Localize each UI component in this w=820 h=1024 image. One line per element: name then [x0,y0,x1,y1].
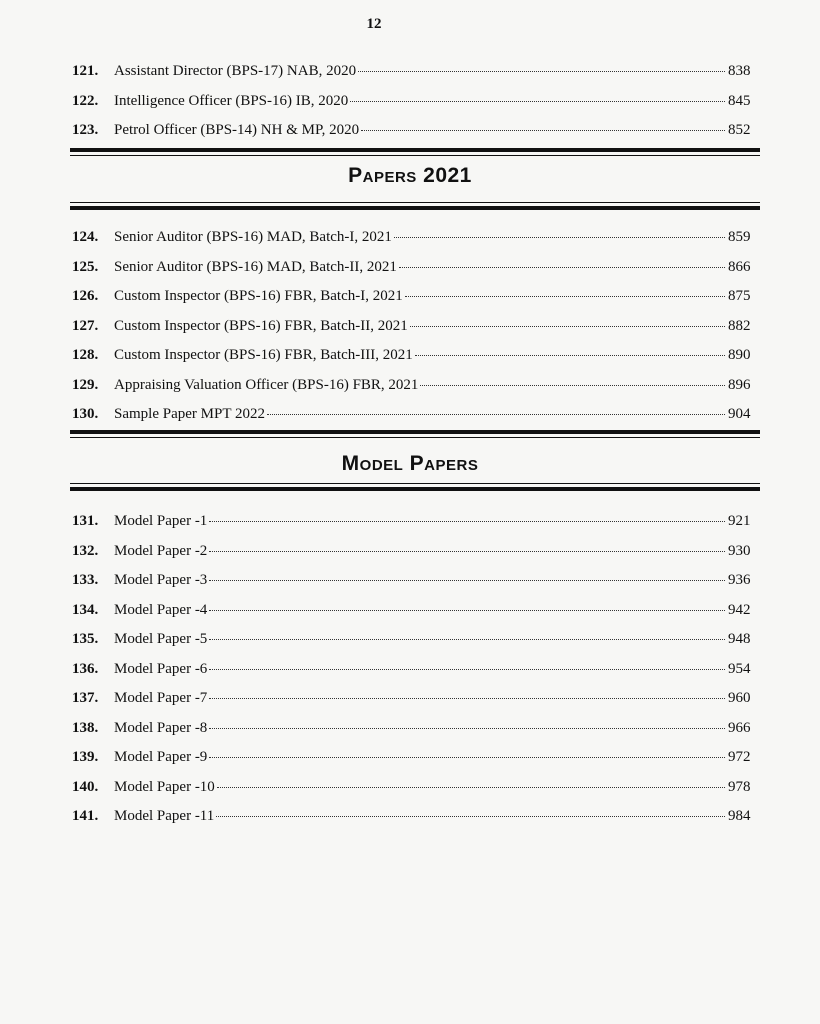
entry-page: 838 [728,63,751,79]
dot-leader [209,580,725,581]
entry-title: Model Paper -8 [114,719,208,736]
section-divider-bottom [70,483,760,491]
entry-number: 129. [72,376,99,393]
dot-leader [358,71,725,72]
dot-leader [209,728,725,729]
entry-page: 875 [728,288,751,304]
entry-page: 882 [728,317,751,334]
toc-entry[interactable] [72,116,762,146]
dot-leader [420,385,725,386]
section-heading-model-papers: Model Papers [341,452,479,475]
entry-title: Assistant Director (BPS-17) NAB, 2020 [114,63,357,79]
dot-leader [405,296,725,297]
entry-number: 124. [72,229,99,245]
entry-number: 134. [72,601,99,618]
entry-number: 133. [72,572,99,588]
entry-page: 948 [728,631,751,647]
entry-number: 135. [72,631,99,647]
entry-page: 852 [728,122,751,138]
entry-title: Model Paper -4 [114,601,208,618]
dot-leader [209,669,725,670]
section-divider-top [70,148,760,156]
entry-number: 130. [72,406,99,422]
toc-entry[interactable] [72,282,762,312]
dot-leader [350,101,725,102]
toc-entry[interactable] [72,743,762,773]
entry-page: 984 [728,808,751,824]
entry-page: 942 [728,601,751,618]
toc-entry[interactable] [72,537,762,567]
dot-leader [209,698,725,699]
dot-leader [394,237,725,238]
toc-list-papers-2021 [72,223,762,430]
entry-title: Sample Paper MPT 2022 [114,406,265,422]
dot-leader [209,521,725,522]
dot-leader [361,130,725,131]
entry-number: 141. [72,808,99,824]
section-divider-bottom [70,202,760,210]
dot-leader [410,326,725,327]
dot-leader [399,267,725,268]
entry-page: 845 [728,92,751,109]
toc-entry[interactable] [72,655,762,685]
entry-number: 136. [72,660,99,677]
section-divider-top [70,430,760,438]
dot-leader [415,355,725,356]
toc-entry[interactable] [72,714,762,744]
toc-entry[interactable] [72,400,762,430]
entry-title: Model Paper -2 [114,542,208,559]
entry-page: 930 [728,542,751,559]
entry-page: 966 [728,719,751,736]
toc-entry[interactable] [72,223,762,253]
entry-title: Model Paper -5 [114,631,208,647]
entry-title: Custom Inspector (BPS-16) FBR, Batch-III, 2021 [114,347,413,363]
toc-entry[interactable] [72,87,762,117]
entry-number: 127. [72,317,99,334]
entry-page: 936 [728,572,751,588]
toc-entry[interactable] [72,596,762,626]
entry-number: 126. [72,288,99,304]
entry-number: 122. [72,92,99,109]
section-heading-papers-2021: Papers 2021 [348,164,472,187]
entry-page: 960 [728,690,751,706]
entry-title: Senior Auditor (BPS-16) MAD, Batch-II, 2021 [114,258,397,275]
entry-page: 921 [728,513,751,529]
toc-entry[interactable] [72,566,762,596]
dot-leader [217,787,725,788]
entry-title: Model Paper -10 [114,778,215,795]
entry-title: Custom Inspector (BPS-16) FBR, Batch-II, 2021 [114,317,408,334]
entry-number: 125. [72,258,99,275]
page-number: 12 [366,16,382,32]
entry-page: 972 [728,749,751,765]
entry-title: Senior Auditor (BPS-16) MAD, Batch-I, 2021 [114,229,392,245]
dot-leader [209,757,725,758]
toc-entry[interactable] [72,253,762,283]
entry-title: Model Paper -9 [114,749,208,765]
dot-leader [209,610,725,611]
toc-entry[interactable] [72,57,762,87]
entry-number: 139. [72,749,99,765]
entry-number: 138. [72,719,99,736]
entry-number: 121. [72,63,99,79]
entry-number: 140. [72,778,99,795]
entry-page: 904 [728,406,751,422]
entry-number: 132. [72,542,99,559]
toc-entry[interactable] [72,802,762,832]
toc-list-continued [72,57,762,146]
toc-list-model-papers [72,507,762,832]
entry-title: Custom Inspector (BPS-16) FBR, Batch-I, 2021 [114,288,403,304]
toc-entry[interactable] [72,341,762,371]
entry-page: 859 [728,229,751,245]
toc-entry[interactable] [72,507,762,537]
entry-page: 978 [728,778,751,795]
toc-entry[interactable] [72,312,762,342]
toc-entry[interactable] [72,625,762,655]
entry-number: 131. [72,513,99,529]
entry-page: 890 [728,347,751,363]
entry-number: 137. [72,690,99,706]
toc-entry[interactable] [72,371,762,401]
entry-title: Petrol Officer (BPS-14) NH & MP, 2020 [114,122,360,138]
entry-title: Appraising Valuation Officer (BPS-16) FBR, 2021 [114,376,419,393]
entry-title: Model Paper -11 [114,808,215,824]
entry-number: 123. [72,122,99,138]
entry-page: 866 [728,258,751,275]
entry-title: Intelligence Officer (BPS-16) IB, 2020 [114,92,349,109]
dot-leader [209,551,725,552]
entry-page: 896 [728,376,751,393]
entry-page: 954 [728,660,751,677]
toc-entry[interactable] [72,684,762,714]
dot-leader [216,816,725,817]
entry-title: Model Paper -6 [114,660,208,677]
dot-leader [209,639,725,640]
entry-title: Model Paper -7 [114,690,208,706]
toc-entry[interactable] [72,773,762,803]
entry-number: 128. [72,347,99,363]
entry-title: Model Paper -1 [114,513,208,529]
entry-title: Model Paper -3 [114,572,208,588]
dot-leader [267,414,725,415]
